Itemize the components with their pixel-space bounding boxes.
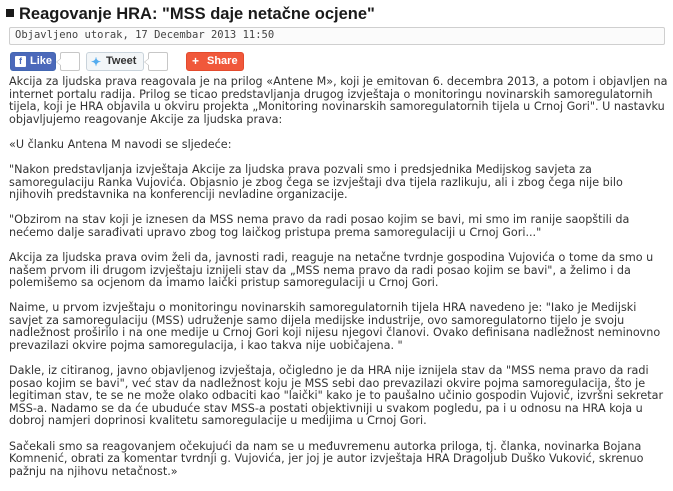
twitter-bird-icon: ✦ (91, 55, 102, 69)
share-label: Share (207, 55, 238, 67)
paragraph-intro: Akcija za ljudska prava reagovala je na prilog «Antene M», koji je emitovan 6. decembra 2013, a potom i objavljen na internet portalu radija. Prilog se ticao predstavljanja drugog izvještaja o monitoringu novinarskih samoregulatornih tijela, koji je HRA objavila u okviru projekta „Monitoring novinarskih samoregulatornih tijela u Crnoj Gori". U nastavku objavljujemo reagovanje Akcije za ljudska prava: (9, 75, 668, 126)
plus-icon: + (192, 54, 200, 68)
article-title-text: Reagovanje HRA: "MSS daje netačne ocjene" (19, 5, 375, 23)
paragraph-quote-1: "Nakon predstavljanja izvještaja Akcije za ljudska prava pozvali smo i predsjednika Medijskog savjeta za samoregulaciju Ranka Vujovića. Objasnio je zbog čega se izvještaji dva tijela razlikuju, ali i zbog čega nije bilo njihovih predstavnika na konferenciji nevladine organizacije. (9, 162, 623, 202)
paragraph-quote-2: "Obzirom na stav koji je iznesen da MSS nema pravo da radi posao kojim se bavi, mi smo im ranije saopštili da nećemo dalje sarađivati upravo zbog tog laičkog pristupa prema samoregulaciji u Crnoj Gori..." (9, 213, 630, 239)
paragraph-citation: Naime, u prvom izvještaju o monitoringu novinarskih samoregulatornih tijela HRA navedeno je: "Iako je Medijski savjet za samoregulaciju (MSS) udruženje samo dijela medijske industrije, ovo samoregulatorno tijelo je svoju nadležnost proširilo i na one medije u Crnoj Gori koji nijesu njegovi članovi. Ovako definisana nadležnost neminovno prevazilazi okvire pojma samoregulacija, i kao takva nije uobičajena. " (9, 301, 661, 352)
like-count-bubble (60, 52, 80, 71)
article-body (9, 76, 669, 491)
paragraph-quote-intro: «U članku Antena M navodi se sljedeće: (9, 137, 232, 151)
paragraph-closing: Sačekali smo sa reagovanjem očekujući da nam se u međuvremenu autorka priloga, tj. članka, novinarka Bojana Komnenić, obrati za komentar tvrdnji g. Vujovića, jer joj je autor izvještaja HRA Dragoljub Duško Vuković, skrenuo pažnju na njihovu netačnost.» (9, 439, 644, 478)
facebook-like-button[interactable] (10, 52, 56, 71)
tweet-label: Tweet (106, 55, 137, 67)
square-bullet-icon (6, 9, 14, 17)
facebook-icon: f (15, 56, 26, 67)
share-button[interactable] (186, 52, 244, 71)
published-date: Objavljeno utorak, 17 Decembar 2013 11:50 (15, 29, 275, 41)
tweet-button[interactable] (86, 52, 144, 71)
like-label: Like (30, 55, 53, 67)
paragraph-conclusion: Dakle, iz citiranog, javno objavljenog izvještaja, očigledno je da HRA nije iznijela stav da "MSS nema pravo da radi posao kojim se bavi", već stav da nadležnost koju je MSS sebi dao prevazilazi okvire pojma samoregulacija, što je legitiman stav, te se ne može olako odbaciti kao "laički" kako je to paušalno učinio gospodin Vujović, izvršni sekretar MSS-a. Nadamo se da će ubuduće stav MSS-a postati objektivniji u svakom pogledu, pa i u odnosu na HRA koja u dobroj namjeri doprinosi kvalitetu samoregulacije u medijima u Crnoj Gori. (9, 364, 664, 428)
tweet-count-bubble (148, 52, 168, 71)
paragraph-response: Akcija za ljudska prava ovim želi da, javnosti radi, reaguje na netačne tvrdnje gospodina Vujovića o tome da smo u našem prvom ili drugom izvještaju iznijeli stav da „MSS nema pravo da radi posao kojim se bavi", a želimo i da polemišemo sa ocjenom da imamo laički pristup samoregulaciji u Crnoj Gori. (9, 250, 654, 290)
article-title (6, 5, 375, 24)
published-info-box (9, 27, 665, 45)
